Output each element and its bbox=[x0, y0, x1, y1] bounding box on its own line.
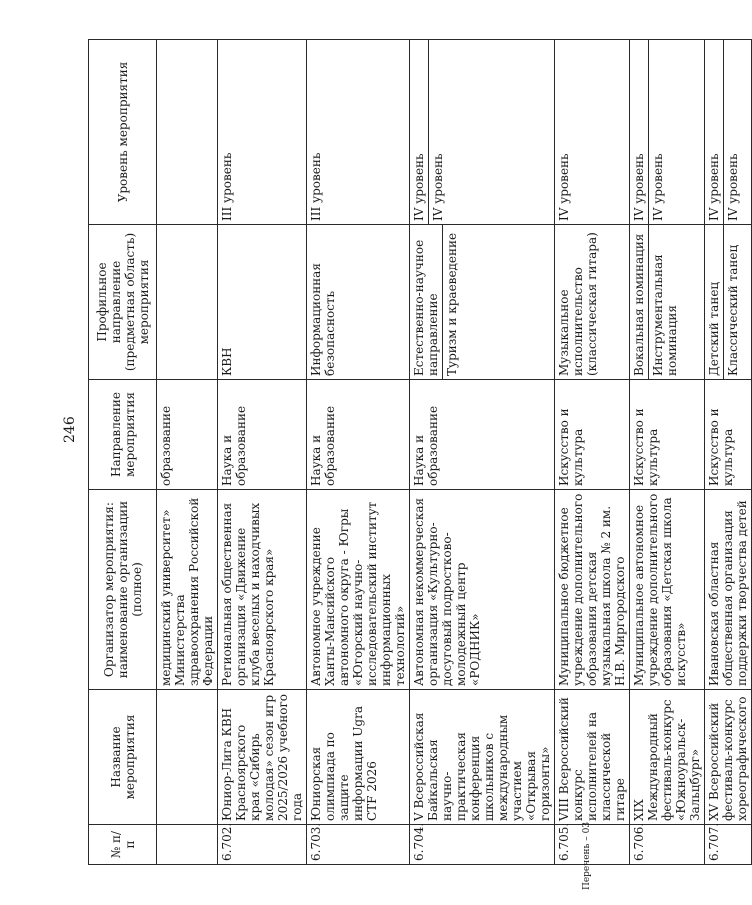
profile-line-2: Инструментальная номинация bbox=[648, 225, 679, 379]
level-line: IV уровень bbox=[632, 153, 646, 221]
cell-direction: образование bbox=[157, 380, 218, 490]
cell-profile bbox=[705, 225, 752, 380]
header-profile: Профильное направление (предметная область) мероприятия bbox=[89, 225, 157, 380]
events-table bbox=[88, 39, 752, 865]
cell-name: XIX Международный фестиваль-конкурс «Южноуральск-Зальцбург» bbox=[630, 690, 705, 825]
cell-name: Юниорская олимпиада по защите информации Ugra CTF 2026 bbox=[307, 690, 410, 825]
cell-name: XV Всероссийский фестиваль-конкурс хореографического bbox=[705, 690, 752, 825]
cell-name bbox=[157, 690, 218, 825]
cell-level bbox=[410, 40, 555, 225]
cell-name: VIII Всероссийский конкурс исполнителей на классической гитаре bbox=[555, 690, 630, 825]
cell-level: IV уровень bbox=[555, 40, 630, 225]
cell-num: 6.704. bbox=[410, 825, 555, 865]
cell-direction: Искусство и культура bbox=[630, 380, 705, 490]
cell-profile bbox=[157, 225, 218, 380]
cell-direction: Искусство и культура bbox=[705, 380, 752, 490]
cell-organizer: Автономная некоммерческая организация «Культурно-досуговый подростково-молодежный центр «РОДНИК» bbox=[410, 490, 555, 690]
cell-level bbox=[705, 40, 752, 225]
cell-num bbox=[157, 825, 218, 865]
level-line: IV уровень bbox=[412, 153, 426, 221]
header-level: Уровень мероприятия bbox=[89, 40, 157, 225]
cell-num: 6.707. bbox=[705, 825, 752, 865]
cell-level bbox=[630, 40, 705, 225]
cell-organizer: Ивановская областная общественная организация поддержки творчества детей bbox=[705, 490, 752, 690]
cell-num: 6.705. bbox=[555, 825, 630, 865]
cell-organizer: Региональная общественная организация «Движение клуба веселых и находчивых Красноярского края» bbox=[218, 490, 307, 690]
cell-direction: Искусство и культура bbox=[555, 380, 630, 490]
cell-organizer: медицинский университет» Министерства здравоохранения Российской Федерации bbox=[157, 490, 218, 690]
cell-num: 6.702. bbox=[218, 825, 307, 865]
cell-direction: Наука и образование bbox=[307, 380, 410, 490]
level-line: IV уровень bbox=[707, 153, 721, 221]
cell-organizer: Муниципальное бюджетное учреждение дополнительного образования детская музыкальная школа № 2 им. Н.В. Миргородского bbox=[555, 490, 630, 690]
profile-line-2: Туризм и краеведение bbox=[442, 225, 459, 379]
table-row bbox=[157, 40, 218, 865]
cell-level bbox=[157, 40, 218, 225]
table-row bbox=[705, 40, 752, 865]
cell-name: Юниор-Лига КВН Красноярского края «Сибирь молодая» сезон игр 2025/2026 учебного года bbox=[218, 690, 307, 825]
cell-profile: Информационная безопасность bbox=[307, 225, 410, 380]
cell-organizer: Муниципальное автономное учреждение дополнительного образования «Детская школа искусств» bbox=[630, 490, 705, 690]
header-row bbox=[89, 40, 157, 865]
level-line-2: IV уровень bbox=[723, 40, 740, 224]
level-line-2: IV уровень bbox=[428, 40, 445, 224]
profile-line: Естественно-научное направление bbox=[412, 239, 440, 376]
table-row bbox=[218, 40, 307, 865]
level-line-2: IV уровень bbox=[648, 40, 665, 224]
table-row bbox=[630, 40, 705, 865]
profile-line-2: Классический танец bbox=[723, 225, 740, 379]
header-num: № п/п bbox=[89, 825, 157, 865]
table-row bbox=[307, 40, 410, 865]
cell-level: III уровень bbox=[218, 40, 307, 225]
cell-num: 6.703. bbox=[307, 825, 410, 865]
table-row bbox=[555, 40, 630, 865]
header-organizer: Организатор мероприятия: наименование организации (полное) bbox=[89, 490, 157, 690]
cell-direction: Наука и образование bbox=[218, 380, 307, 490]
cell-num: 6.706. bbox=[630, 825, 705, 865]
profile-line: Вокальная номинация bbox=[632, 233, 646, 376]
header-direction: Направление мероприятия bbox=[89, 380, 157, 490]
table-row bbox=[410, 40, 555, 865]
page-number: 246 bbox=[62, 416, 78, 443]
cell-organizer: Автономное учреждение Ханты-Мансийского автономного округа - Югры «Югорский научно-исследовательский институт информационных технологий» bbox=[307, 490, 410, 690]
cell-name: V Всероссийская Байкальская научно-практическая конференция школьников с международным участием «Открывая горизонты» bbox=[410, 690, 555, 825]
cell-profile: КВН bbox=[218, 225, 307, 380]
header-name: Название мероприятия bbox=[89, 690, 157, 825]
cell-profile bbox=[410, 225, 555, 380]
cell-profile: Музыкальное исполнительство (классическая гитара) bbox=[555, 225, 630, 380]
footer-label: Перечень – 03 bbox=[582, 821, 592, 890]
profile-line: Детский танец bbox=[707, 281, 721, 376]
cell-profile bbox=[630, 225, 705, 380]
cell-direction: Наука и образование bbox=[410, 380, 555, 490]
cell-level: III уровень bbox=[307, 40, 410, 225]
